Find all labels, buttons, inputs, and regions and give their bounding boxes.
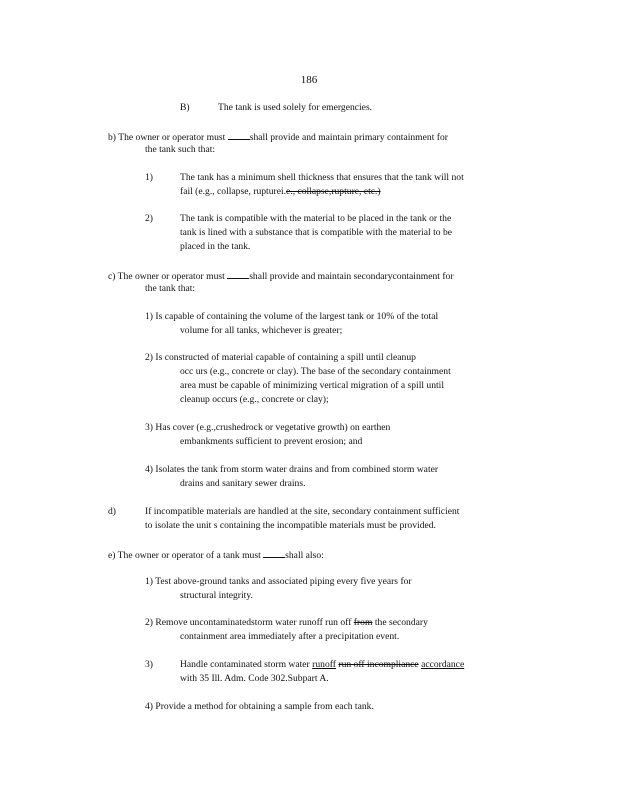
section-c4-line2: drains and sanitary sewer drains. [180,478,306,489]
section-b2-line3: placed in the tank. [180,241,251,252]
blank-line [227,268,249,279]
section-c2-line2: occ urs (e.g., concrete or clay). The base of the secondary containment [180,366,451,377]
section-c-rest: shall provide and maintain secondarycontainment for [249,271,454,282]
section-e3-line2: with 35 Ill. Adm. Code 302.Subpart A. [180,673,329,684]
item-b-text: The tank is used solely for emergencies. [218,102,373,113]
page-number: 186 [300,74,318,86]
section-c3-line2: embankments sufficient to prevent erosion; and [180,436,363,447]
section-e3-struck-compliance: compliance [374,659,419,670]
section-e4-line1: 4) Provide a method for obtaining a sample from each tank. [145,701,374,712]
section-b-line2: the tank such that: [145,144,216,155]
section-b1-line2 [180,185,381,199]
section-b-lead: b) The owner or operator must [108,132,226,143]
section-e3-number: 3) [145,659,153,670]
section-c4-line1: 4) Isolates the tank from storm water drains and from combined storm water [145,464,439,475]
section-c2-line1: 2) Is constructed of material capable of containing a spill until cleanup [145,352,416,363]
section-c-line2: the tank that: [145,283,196,294]
section-e2-line2: containment area immediately after a precipitation event. [180,631,400,642]
section-d-line1: If incompatible materials are handled at the site, secondary containment sufficient [145,506,460,517]
section-e3-struck-runoff: run off in [338,659,375,670]
section-c-lead: c) The owner or operator must [108,271,225,282]
section-e3-text: Handle contaminated storm water [180,659,310,670]
section-e-rest: shall also: [285,550,324,561]
section-e2-line1 [145,616,428,630]
section-b2-line1: The tank is compatible with the material to be placed in the tank or the [180,213,452,224]
section-e3-line1 [180,658,464,672]
section-c1-line2: volume for all tanks, whichever is greater; [180,325,343,336]
section-b2-line2: tank is lined with a substance that is compatible with the material to be [180,227,453,238]
section-d-label: d) [108,506,116,517]
section-e3-underlined-accordance: accordance [421,659,465,670]
section-e2-tail: the secondary [374,617,428,628]
section-c1-line1: 1) Is capable of containing the volume of the largest tank or 10% of the total [145,311,439,322]
section-e1-line2: structural integrity. [180,590,253,601]
section-b1-struck: e., collapse,rupture, etc.) [286,186,381,197]
section-c2-line3: area must be capable of minimizing vertical migration of a spill until [180,380,445,391]
section-e1-line1: 1) Test above-ground tanks and associated piping every five years for [145,576,412,587]
section-b1-line1: The tank has a minimum shell thickness that ensures that the tank will not [180,172,464,183]
section-e-lead: e) The owner or operator of a tank must [108,550,261,561]
section-e-line1 [108,547,324,563]
section-c2-line4: cleanup occurs (e.g., concrete or clay); [180,394,329,405]
blank-line [263,547,285,558]
section-e3-underlined-runoff: runoff [312,659,336,670]
section-b1-text: fail (e.g., collapse, rupturei. [180,186,287,197]
section-d-line2: to isolate the unit s containing the incompatible materials must be provided. [145,520,436,531]
blank-line [228,129,250,140]
section-b2-number: 2) [145,213,153,224]
section-b-rest: shall provide and maintain primary containment for [249,132,448,143]
section-c3-line1: 3) Has cover (e.g.,crushedrock or vegetative growth) on earthen [145,422,391,433]
item-b-label: B) [180,102,190,113]
section-e2-text: 2) Remove uncontaminatedstorm water runoff run off [145,617,352,628]
section-e2-struck: from [353,617,373,628]
section-b1-number: 1) [145,172,153,183]
